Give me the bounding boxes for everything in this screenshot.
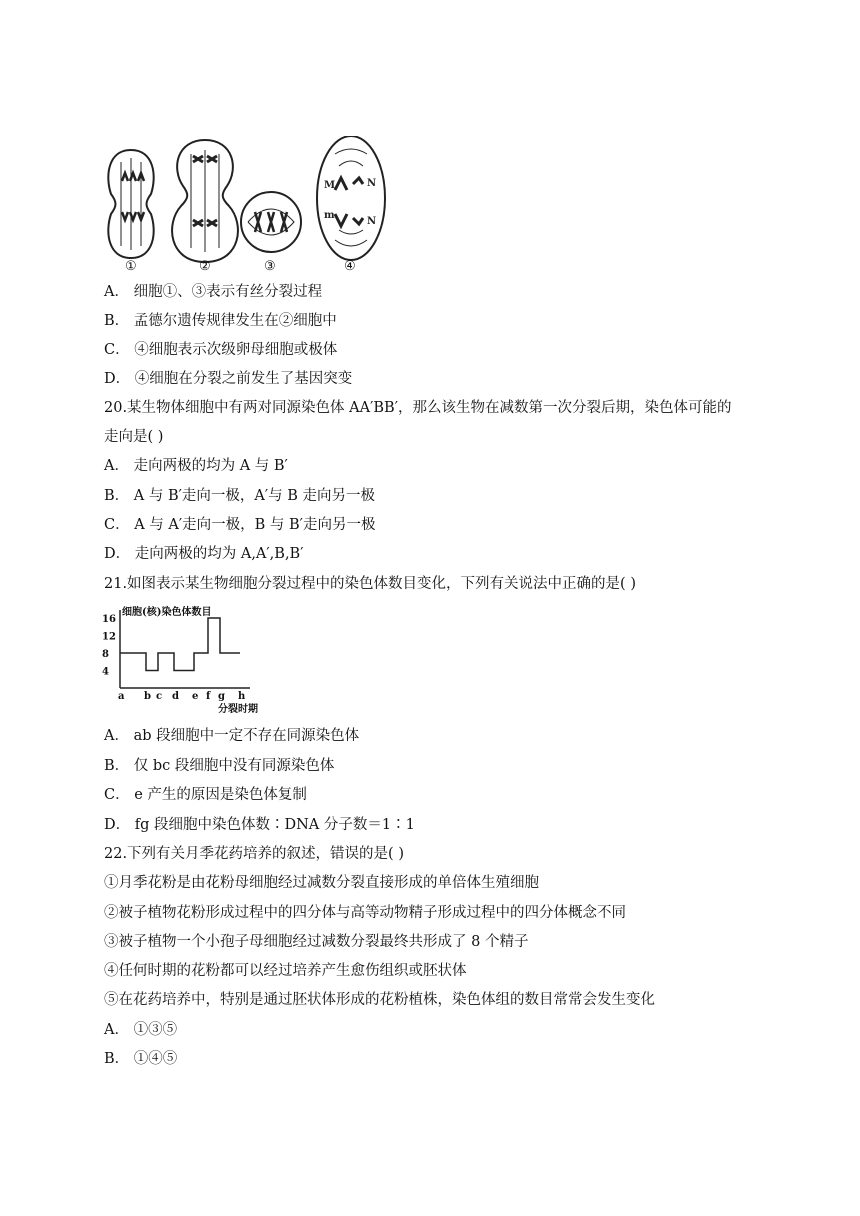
chart-title: 细胞(核)染色体数目 (122, 607, 212, 618)
q19-option-d: D． ④细胞在分裂之前发生了基因突变 (104, 371, 353, 387)
chart-x-tick-a: a (118, 691, 125, 702)
q20-option-d: D． 走向两极的均为 A,A′,B,B′ (104, 546, 304, 562)
q21-option-a: A． ab 段细胞中一定不存在同源染色体 (104, 728, 360, 744)
q21-stem: 21.如图表示某生物细胞分裂过程中的染色体数目变化，下列有关说法中正确的是( ) (104, 576, 636, 592)
cell-1 (108, 150, 153, 258)
cell-label-1: ① (125, 259, 137, 272)
q21-option-d: D． fg 段细胞中染色体数∶DNA 分子数＝1∶1 (104, 817, 415, 833)
cell-label-4: ④ (344, 259, 356, 272)
q22-statement-4: ④任何时期的花粉都可以经过培养产生愈伤组织或胚状体 (104, 963, 467, 979)
q20-option-a: A． 走向两极的均为 A 与 B′ (104, 458, 288, 474)
q19-option-b: B． 孟德尔遗传规律发生在②细胞中 (104, 313, 337, 329)
q22-statement-3: ③被子植物一个小孢子母细胞经过减数分裂最终共形成了 8 个精子 (104, 934, 529, 950)
chart-x-tick-h: h (238, 691, 246, 702)
q20-option-b: B． A 与 B′走向一极，A′与 B 走向另一极 (104, 488, 376, 504)
q19-option-c: C． ④细胞表示次级卵母细胞或极体 (104, 342, 338, 358)
chart-x-tick-b: b (144, 691, 151, 702)
cell4-mark-M: M (324, 180, 336, 191)
q22-statement-5: ⑤在花药培养中，特别是通过胚状体形成的花粉植株，染色体组的数目常常会发生变化 (104, 992, 655, 1008)
chromosome-count-chart (100, 600, 270, 718)
cell4-mark-N2: N (367, 216, 377, 227)
q20-stem-line2: 走向是( ) (104, 429, 164, 445)
q21-option-c: C． e 产生的原因是染色体复制 (104, 787, 307, 803)
q22-option-b: B． ①④⑤ (104, 1051, 178, 1067)
q20-stem-line1: 20.某生物体细胞中有两对同源染色体 AA′BB′，那么该生物在减数第一次分裂后期，染色体可能的 (104, 400, 732, 416)
cell-2 (172, 140, 238, 262)
chart-y-tick-4: 4 (102, 666, 109, 678)
chart-x-tick-d: d (172, 691, 179, 702)
chart-y-tick-8: 8 (102, 649, 109, 660)
q22-option-a: A． ①③⑤ (104, 1022, 178, 1038)
q22-statement-2: ②被子植物花粉形成过程中的四分体与高等动物精子形成过程中的四分体概念不同 (104, 905, 626, 921)
chart-x-tick-c: c (156, 691, 163, 702)
q21-option-b: B． 仅 bc 段细胞中没有同源染色体 (104, 758, 335, 774)
chart-x-tick-e: e (192, 691, 199, 702)
cell-3 (241, 192, 301, 252)
cell-label-3: ③ (264, 259, 276, 272)
q22-stem: 22.下列有关月季花药培养的叙述，错误的是( ) (104, 846, 404, 862)
cell-division-figure (103, 136, 393, 272)
q20-option-c: C． A 与 A′走向一极，B 与 B′走向另一极 (104, 517, 376, 533)
q19-option-a: A． 细胞①、③表示有丝分裂过程 (104, 284, 323, 300)
chart-series-line (120, 618, 240, 671)
chart-y-tick-16: 16 (102, 614, 116, 625)
cell-4 (317, 136, 385, 260)
cell4-mark-m: m (324, 210, 335, 221)
chart-y-tick-12: 12 (102, 631, 116, 643)
cell-label-2: ② (199, 259, 211, 272)
chart-x-tick-f: f (206, 691, 211, 702)
chart-x-tick-g: g (218, 691, 225, 702)
chart-x-label: 分裂时期 (218, 704, 258, 715)
cell4-mark-N: N (367, 178, 377, 189)
q22-statement-1: ①月季花粉是由花粉母细胞经过减数分裂直接形成的单倍体生殖细胞 (104, 875, 539, 891)
